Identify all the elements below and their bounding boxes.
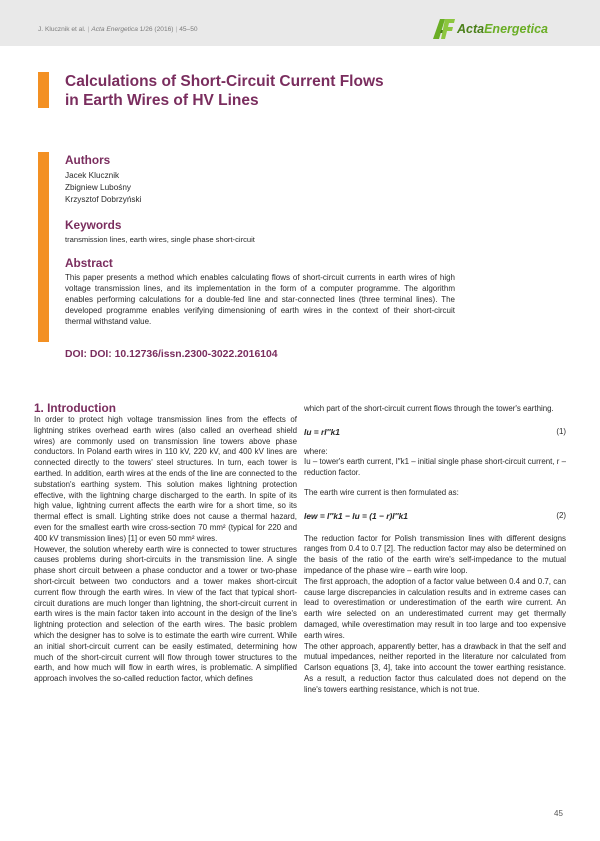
title-line-1: Calculations of Short-Circuit Current Flows [65,73,384,90]
equation-2-number: (2) [556,510,566,520]
running-header: J. Klucznik et al. | Acta Energetica 1/26 (2016) | 45–50 [38,26,198,33]
header-authors: J. Klucznik et al. [38,26,86,33]
authors-list [65,170,141,206]
author-3: Krzysztof Dobrzyński [65,195,142,204]
logo-text-b: Energetica [484,22,549,36]
equation-1-body: Iu = rI″k1 [304,426,340,437]
title-accent-bar [38,72,49,108]
header-journal: Acta Energetica [91,26,138,33]
right-paragraph-3: The reduction factor for Polish transmission lines with different designs ranges from 0.4 to 0.7 [2]. The reduction factor may also be determined on the basis of the ratio of the earth wire's self-impedance to the mutual impedance of the phase wire – earth wire loop. [304,533,566,575]
authors-heading: Authors [65,153,111,167]
logo-icon [433,19,455,39]
intro-paragraph-1: In order to protect high voltage transmission lines from the effects of lightning strikes overhead earth wires (also called an overhead shield wires) are commonly used on transmission line towers above phase conductors. In Poland earth wires in 110 kV, 220 kV, and 400 kV lines are connected directly to the towers' steel structures. In turn, each tower is earthed. In addition, earth wires at the ends of the line are connected to the substation's earthing system. This solution makes lightning protection effective, with the lightning charge discharged to the earth. In spite of its high value, lightning current affects the earth wire for a short time, so its thermal effect is small. Lighting strike does not cause a thermal hazard, even for the smallest earth wire cross-section 70 mm² (typical for 220 and 400 kV transmission lines) [1] or even 50 mm² wires. [34,415,297,543]
right-paragraph-1: which part of the short-circuit current flows through the tower's earthing. [304,404,554,413]
info-accent-bar [38,152,49,342]
abstract-heading: Abstract [65,256,113,270]
keywords-text: transmission lines, earth wires, single phase short-circuit [65,235,255,244]
intro-heading: 1. Introduction [34,401,116,415]
left-column [34,415,297,685]
right-paragraph-5: The other approach, apparently better, has a drawback in that the self and mutual impedances, neither reported in the literature nor calculated from Carlson equations [3, 4], take into account the tower earthing resistance. As a result, a reduction factor thus calculated does not depend on the line's towers earthing resistance, which is not true. [304,641,566,694]
journal-logo [433,18,548,40]
abstract-text: This paper presents a method which enables calculating flows of short-circuit currents in earth wires of high voltage transmission lines, and its implementation in the form of a computer programme. The algorithm enables performing calculations for a double-fed line and star-connected lines (three terminal lines). The developed programme enables verifying dimensioning of earth wires in the context of their short-circuit thermal withstand value. [65,273,455,327]
equation-1-number: (1) [556,426,566,436]
equation-2-body: Iew = I″k1 − Iu = (1 − r)I″k1 [304,510,408,521]
equation-2 [304,511,566,522]
doi-link[interactable]: DOI: DOI: 10.12736/issn.2300-3022.2016104 [65,349,278,360]
keywords-heading: Keywords [65,218,122,232]
author-2: Zbigniew Lubośny [65,183,131,192]
right-paragraph-4: The first approach, the adoption of a factor value between 0.4 and 0.7, can cause large discrepancies in calculation results and in extreme cases can lead to overestimation or underestimation of the earth wire current. An earth wire selected on an underestimated current may get thermally damaged, while overestimation may result in too large and too expensive earth wires. [304,576,566,640]
where-description: Iu – tower's earth current, I″k1 – initial single phase short-circuit current, r – reduction factor. [304,457,566,478]
where-label: where: [304,446,328,456]
equation-1 [304,427,566,438]
title-line-2: in Earth Wires of HV Lines [65,92,259,109]
intro-paragraph-2: However, the solution whereby earth wire is connected to tower structures causes problems during short-circuits in the transmission line. A single phase short circuit between a phase conductor and a tower or two-phase short-circuit between two conductors and a tower makes short-circuit current flow through the earth wires. In view of the fact that typical short-circuit durations are much longer than lightning, the short-circuit current in earth wires is the main factor taken into account in the design of the line's lightning protection and selection of the earth wires. The basic problem which the designer has to solve is to estimate the earth wire current. While an initial short-circuit current can be easily estimated, determining how much of the short-circuit current will flow through tower structures to the earth, and how much will flow in earth wires, is problematic. A simplified approach involves the so-called reduction factor, which defines [34,544,297,684]
author-1: Jacek Klucznik [65,171,120,180]
header-pages: 45–50 [179,26,198,33]
right-paragraph-2: The earth wire current is then formulated as: [304,487,459,497]
header-issue: 1/26 (2016) [139,26,174,33]
right-column [304,404,566,696]
paper-title [65,72,465,110]
page-number: 45 [554,809,563,818]
logo-text-a: Acta [457,22,485,36]
